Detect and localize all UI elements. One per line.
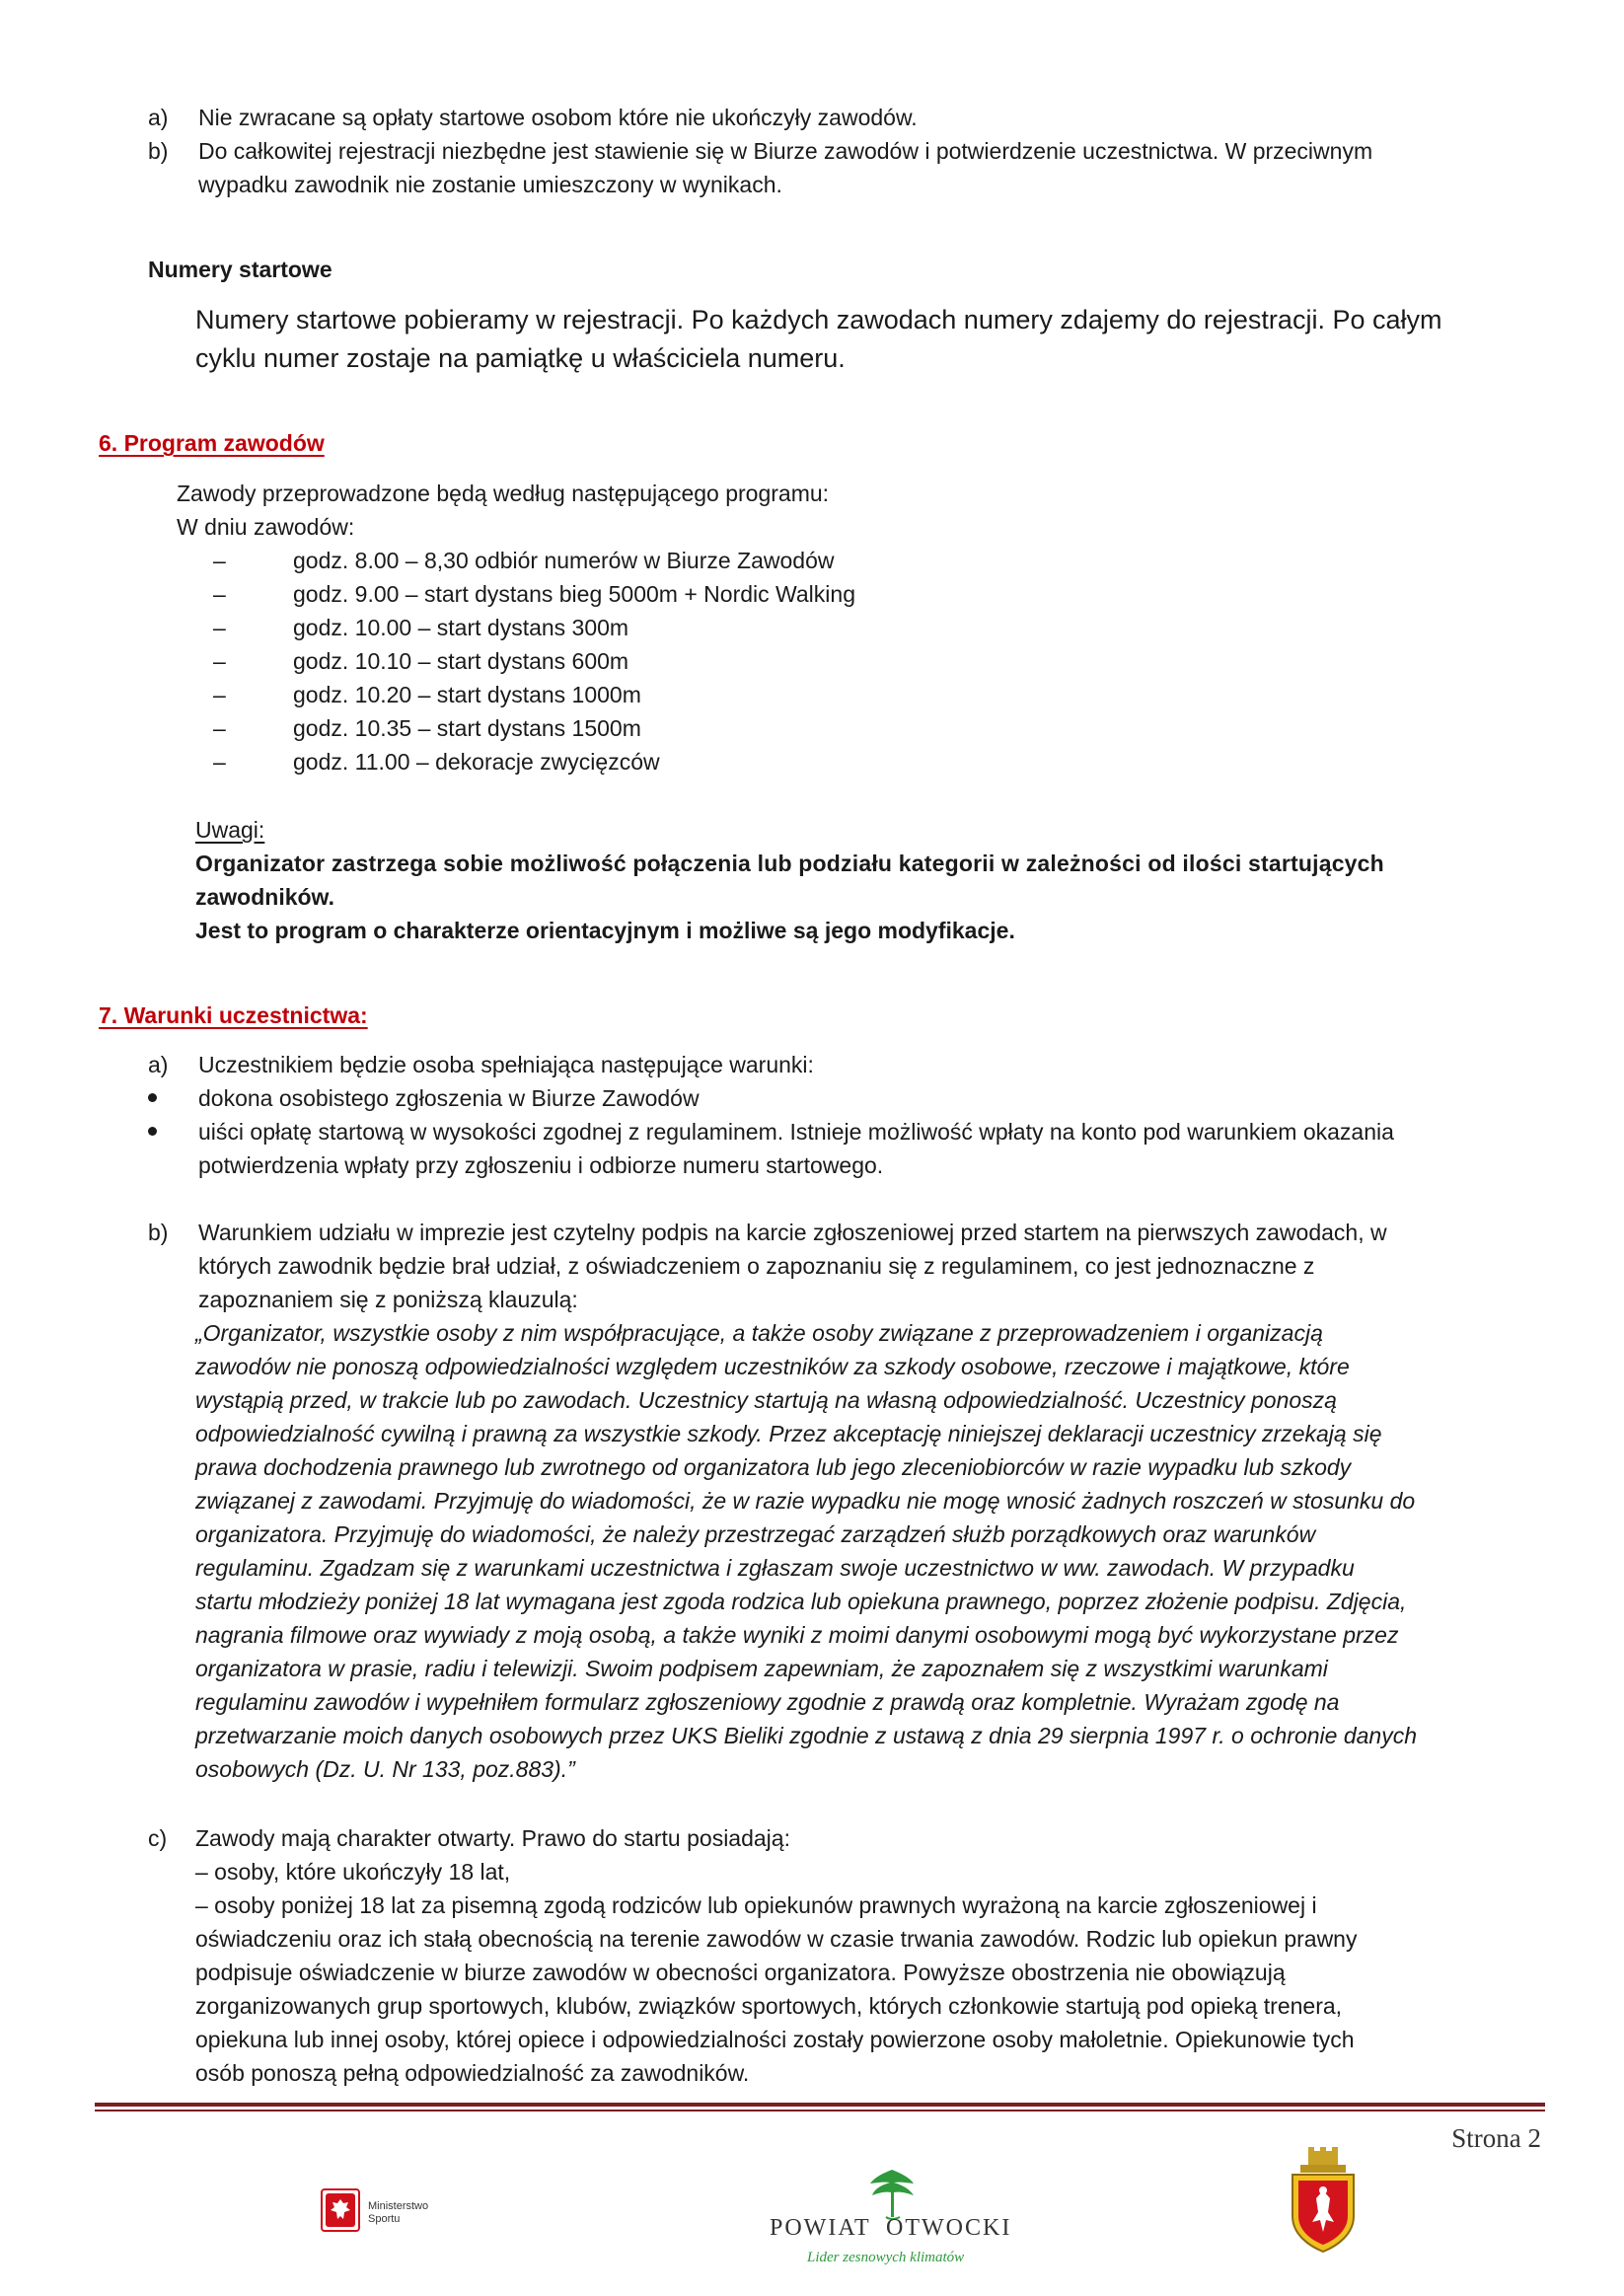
clause-line: zawodów nie ponoszą odpowiedzialności względem uczestników za szkody osobowe, rzeczowe i majątkowe, które <box>195 1354 1350 1379</box>
powiat-tagline: Lider zesnowych klimatów <box>807 2250 965 2265</box>
paragraph-line: podpisuje oświadczenie w biurze zawodów w obecności organizatora. Powyższe obostrzenia nie obowiązują <box>195 1960 1286 1985</box>
dash-marker: – <box>213 615 226 640</box>
coat-of-arms-logo <box>1287 2147 1360 2256</box>
clause-line: „Organizator, wszystkie osoby z nim współpracujące, a także osoby związane z przeprowadzeniem i organizacją <box>195 1320 1323 1346</box>
list-item <box>213 611 1200 644</box>
list-item <box>213 577 1200 611</box>
dash-marker: – <box>213 581 226 607</box>
powiat-otwocki-logo <box>770 2166 1012 2265</box>
clause-block <box>195 1316 1543 1786</box>
list-item <box>213 644 1200 678</box>
section-subtitle: Numery startowe <box>148 257 332 282</box>
paragraph-line: Zawody przeprowadzone będą według następującego programu: <box>177 481 830 506</box>
powiat-name-right: OTWOCKI <box>886 2215 1012 2241</box>
list-item-text: Do całkowitej rejestracji niezbędne jest stawienie się w Biurze zawodów i potwierdzenie uczestnictwa. W przeciwnym <box>198 138 1373 164</box>
schedule-item: godz. 10.35 – start dystans 1500m <box>293 715 641 741</box>
list-item <box>213 544 1200 577</box>
powiat-name-left: POWIAT <box>770 2215 871 2241</box>
schedule-item: godz. 10.00 – start dystans 300m <box>293 615 629 640</box>
page-number: Strona 2 <box>1451 2123 1541 2153</box>
crest-icon <box>1287 2147 1360 2256</box>
list-item-text: potwierdzenia wpłaty przy zgłoszeniu i odbiorze numeru startowego. <box>198 1152 884 1178</box>
dash-marker: – <box>213 548 226 573</box>
paragraph-line: – osoby, które ukończyły 18 lat, <box>195 1859 511 1885</box>
ministerstwo-logo <box>321 2188 449 2238</box>
schedule-item: godz. 11.00 – dekoracje zwycięzców <box>293 749 660 775</box>
clause-line: wystąpią przed, w trakcie lub po zawodach. Uczestnicy startują na własną odpowiedzialność. Uczestnicy ponoszą <box>195 1387 1337 1413</box>
paragraph-line: zapoznaniem się z poniższą klauzulą: <box>198 1287 578 1312</box>
paragraph-line: których zawodnik będzie brał udział, z oświadczeniem o zapoznaniu się z regulaminem, co jest jednoznaczne z <box>198 1253 1315 1279</box>
clause-line: organizatora. Przyjmuję do wiadomości, że należy przestrzegać zarządzeń służb porządkowych oraz warunków <box>195 1521 1316 1547</box>
schedule-item: godz. 8.00 – 8,30 odbiór numerów w Biurze Zawodów <box>293 548 835 573</box>
paragraph-line: zorganizowanych grup sportowych, klubów, związków sportowych, których członkowie startują pod opieką trenera, <box>195 1993 1343 2019</box>
notes-line: Organizator zastrzega sobie możliwość połączenia lub podziału kategorii w zależności od ilości startujących <box>195 851 1384 876</box>
schedule-list <box>213 544 1200 780</box>
eligibility-block <box>195 1855 1543 2090</box>
clause-line: organizatora w prasie, radiu i telewizji. Swoim podpisem zapewniam, że zapoznałem się z wszystkimi warunkami <box>195 1656 1328 1681</box>
list-item <box>213 711 1200 745</box>
clause-line: nagrania filmowe oraz wywiady z moją osobą, a także wyniki z moimi danymi osobowymi mogą być wykorzystane przez <box>195 1622 1399 1648</box>
paragraph-line: osób ponoszą pełną odpowiedzialność za zawodników. <box>195 2060 750 2086</box>
clause-line: regulaminu zawodów i wypełniłem formularz zgłoszeniowy zgodnie z prawdą oraz kompletnie. Wyrażam zgodę na <box>195 1689 1340 1715</box>
schedule-item: godz. 10.10 – start dystans 600m <box>293 648 629 674</box>
list-marker: c) <box>148 1825 168 1851</box>
list-item <box>213 678 1200 711</box>
clause-line: prawa dochodzenia prawnego lub zwrotnego od organizatora lub jego zleceniobiorców w razie wypadku lub szkody <box>195 1454 1352 1480</box>
clause-line: regulaminu. Zgadzam się z warunkami uczestnictwa i zgłaszam swoje uczestnictwo w ww. zawodach. W przypadku <box>195 1555 1355 1581</box>
schedule-item: godz. 10.20 – start dystans 1000m <box>293 682 641 707</box>
paragraph-line: oświadczeniu oraz ich stałą obecnością na terenie zawodów w czasie trwania zawodów. Rodzic lub opiekun prawny <box>195 1926 1358 1952</box>
list-item-text: wypadku zawodnik nie zostanie umieszczony w wynikach. <box>198 172 782 197</box>
dash-marker: – <box>213 682 226 707</box>
section-heading: 6. Program zawodów <box>99 430 325 456</box>
clause-line: odpowiedzialność cywilną i prawną za wszystkie szkody. Przez akceptację niniejszej deklaracji uczestnicy zrzekają się <box>195 1421 1382 1446</box>
footer-rule <box>95 2103 1545 2107</box>
clause-line: osobowych (Dz. U. Nr 133, poz.883).” <box>195 1756 575 1782</box>
paragraph-line: W dniu zawodów: <box>177 514 355 540</box>
ministry-name-line: Ministerstwo <box>368 2200 429 2212</box>
eagle-emblem-icon <box>321 2188 360 2232</box>
notes-label: Uwagi: <box>195 817 265 843</box>
paragraph-line: cyklu numer zostaje na pamiątkę u właściciela numeru. <box>195 343 846 373</box>
list-item-text: uiści opłatę startową w wysokości zgodnej z regulaminem. Istnieje możliwość wpłaty na konto pod warunkiem okazania <box>198 1119 1394 1145</box>
paragraph-line: Numery startowe pobieramy w rejestracji. Po każdych zawodach numery zdajemy do rejestracji. Po całym <box>195 305 1442 334</box>
list-item-text: Uczestnikiem będzie osoba spełniająca następujące warunki: <box>198 1052 814 1077</box>
paragraph-line: – osoby poniżej 18 lat za pisemną zgodą rodziców lub opiekunów prawnych wyrażoną na karcie zgłoszeniowej i <box>195 1892 1317 1918</box>
paragraph-line: Warunkiem udziału w imprezie jest czytelny podpis na karcie zgłoszeniowej przed startem na pierwszych zawodach, w <box>198 1220 1387 1245</box>
list-marker: b) <box>148 138 169 164</box>
list-marker: a) <box>148 105 169 130</box>
section-heading: 7. Warunki uczestnictwa: <box>99 1002 368 1028</box>
paragraph-line: Zawody mają charakter otwarty. Prawo do startu posiadają: <box>195 1825 790 1851</box>
clause-line: przetwarzanie moich danych osobowych przez UKS Bieliki zgodnie z ustawą z dnia 29 sierpnia 1997 r. o ochronie danych <box>195 1723 1417 1748</box>
clause-line: startu młodzieży poniżej 18 lat wymagana jest zgoda rodzica lub opiekuna prawnego, poprzez złożenie podpisu. Zdjęcia, <box>195 1589 1407 1614</box>
list-item <box>213 745 1200 778</box>
notes-line: Jest to program o charakterze orientacyjnym i możliwe są jego modyfikacje. <box>195 918 1015 943</box>
list-marker: a) <box>148 1052 169 1077</box>
clause-line: związanej z zawodami. Przyjmuję do wiadomości, że w razie wypadku nie mogę wnosić żadnych roszczeń w stosunku do <box>195 1488 1416 1514</box>
ministry-name-line: Sportu <box>368 2213 401 2225</box>
bullet-icon <box>148 1093 157 1102</box>
dash-marker: – <box>213 648 226 674</box>
dash-marker: – <box>213 715 226 741</box>
list-item-text: dokona osobistego zgłoszenia w Biurze Zawodów <box>198 1085 700 1111</box>
dash-marker: – <box>213 749 226 775</box>
list-marker: b) <box>148 1220 169 1245</box>
schedule-item: godz. 9.00 – start dystans bieg 5000m + Nordic Walking <box>293 581 855 607</box>
paragraph-line: opiekuna lub innej osoby, której opiece i odpowiedzialności zostały powierzone osoby małoletnie. Opiekunowie tych <box>195 2027 1355 2052</box>
list-item-text: Nie zwracane są opłaty startowe osobom które nie ukończyły zawodów. <box>198 105 918 130</box>
footer-rule <box>95 2110 1545 2111</box>
notes-line: zawodników. <box>195 884 334 910</box>
bullet-icon <box>148 1127 157 1136</box>
